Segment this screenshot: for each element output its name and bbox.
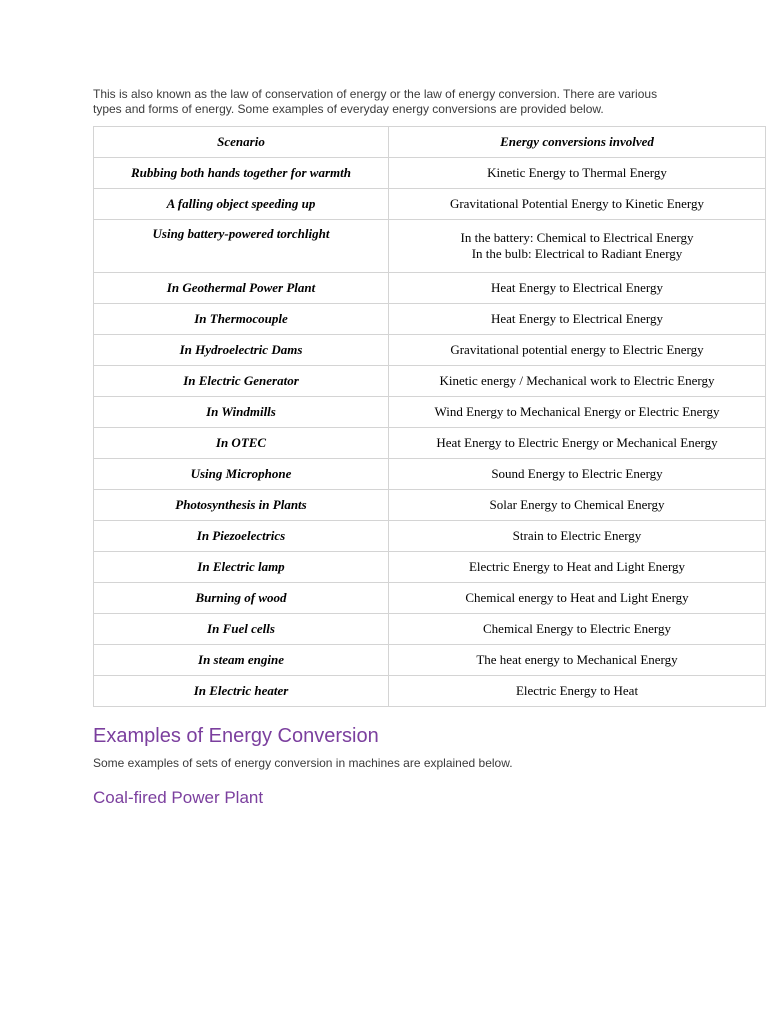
conversion-cell (389, 335, 766, 366)
table-row (94, 304, 766, 335)
conversion-cell (389, 304, 766, 335)
conversion-cell (389, 366, 766, 397)
scenario-cell: In OTEC (94, 428, 389, 459)
conversion-cell (389, 614, 766, 645)
scenario-cell: In Electric heater (94, 676, 389, 707)
conversion-line: Kinetic energy / Mechanical work to Electric Energy (439, 373, 715, 388)
table-row (94, 220, 766, 273)
subsection-heading: Coal-fired Power Plant (93, 788, 264, 807)
scenario-cell: In Fuel cells (94, 614, 389, 645)
intro-paragraph: This is also known as the law of conservation of energy or the law of energy conversion. There are various types and forms of energy. Some examples of everyday energy conversions are provided below. (93, 87, 658, 116)
conversion-cell (389, 273, 766, 304)
table-row (94, 552, 766, 583)
table-row (94, 521, 766, 552)
conversion-cell (389, 397, 766, 428)
conversion-line: Electric Energy to Heat and Light Energy (468, 559, 686, 574)
table-row (94, 335, 766, 366)
table-row (94, 366, 766, 397)
conversion-line: The heat energy to Mechanical Energy (476, 652, 678, 667)
conversion-line: Heat Energy to Electrical Energy (490, 311, 664, 326)
table-row (94, 189, 766, 220)
scenario-cell: Photosynthesis in Plants (94, 490, 389, 521)
table-row (94, 158, 766, 189)
conversion-line: Solar Energy to Chemical Energy (489, 497, 665, 512)
scenario-cell: Using Microphone (94, 459, 389, 490)
scenario-cell: In Thermocouple (94, 304, 389, 335)
section-text: Some examples of sets of energy conversion in machines are explained below. (93, 756, 513, 770)
conversion-cell (389, 220, 766, 273)
table-row (94, 676, 766, 707)
conversion-line: Wind Energy to Mechanical Energy or Electric Energy (434, 404, 720, 419)
conversion-line: Gravitational potential energy to Electric Energy (450, 342, 704, 357)
scenario-cell: In Hydroelectric Dams (94, 335, 389, 366)
conversion-cell (389, 521, 766, 552)
conversion-line: In the bulb: Electrical to Radiant Energy (471, 246, 683, 261)
scenario-cell: In Windmills (94, 397, 389, 428)
scenario-cell: In Electric Generator (94, 366, 389, 397)
table-row (94, 428, 766, 459)
table-row (94, 614, 766, 645)
table-body (94, 158, 766, 707)
table-row (94, 397, 766, 428)
conversion-cell (389, 189, 766, 220)
scenario-cell: Burning of wood (94, 583, 389, 614)
table-row (94, 459, 766, 490)
table-row (94, 583, 766, 614)
scenario-cell: In steam engine (94, 645, 389, 676)
section-heading: Examples of Energy Conversion (93, 725, 379, 747)
conversion-line: Chemical energy to Heat and Light Energy (465, 590, 689, 605)
conversion-line: Chemical Energy to Electric Energy (483, 621, 671, 636)
scenario-cell: In Electric lamp (94, 552, 389, 583)
conversion-cell (389, 552, 766, 583)
table-row (94, 645, 766, 676)
header-conversions: Energy conversions involved (389, 127, 766, 158)
conversion-cell (389, 583, 766, 614)
conversion-line: Heat Energy to Electric Energy or Mechanical Energy (436, 435, 718, 450)
conversion-line: Gravitational Potential Energy to Kinetic Energy (449, 196, 705, 211)
conversion-cell (389, 645, 766, 676)
scenario-cell: Rubbing both hands together for warmth (94, 158, 389, 189)
conversion-cell (389, 428, 766, 459)
scenario-cell: Using battery-powered torchlight (94, 220, 389, 273)
conversion-cell (389, 459, 766, 490)
conversion-line: Sound Energy to Electric Energy (491, 466, 663, 481)
conversion-line: Kinetic Energy to Thermal Energy (487, 165, 667, 180)
conversion-line: Strain to Electric Energy (512, 528, 642, 543)
energy-conversion-table (93, 126, 766, 707)
table-header-row (94, 127, 766, 158)
conversion-cell (389, 158, 766, 189)
conversion-cell (389, 676, 766, 707)
conversion-line: In the battery: Chemical to Electrical Energy (460, 230, 694, 245)
table-row (94, 273, 766, 304)
scenario-cell: In Geothermal Power Plant (94, 273, 389, 304)
conversion-line: Heat Energy to Electrical Energy (490, 280, 664, 295)
conversion-line: Electric Energy to Heat (515, 683, 639, 698)
conversion-cell (389, 490, 766, 521)
scenario-cell: A falling object speeding up (94, 189, 389, 220)
scenario-cell: In Piezoelectrics (94, 521, 389, 552)
table-row (94, 490, 766, 521)
header-scenario: Scenario (94, 127, 389, 158)
document-page (93, 87, 766, 808)
